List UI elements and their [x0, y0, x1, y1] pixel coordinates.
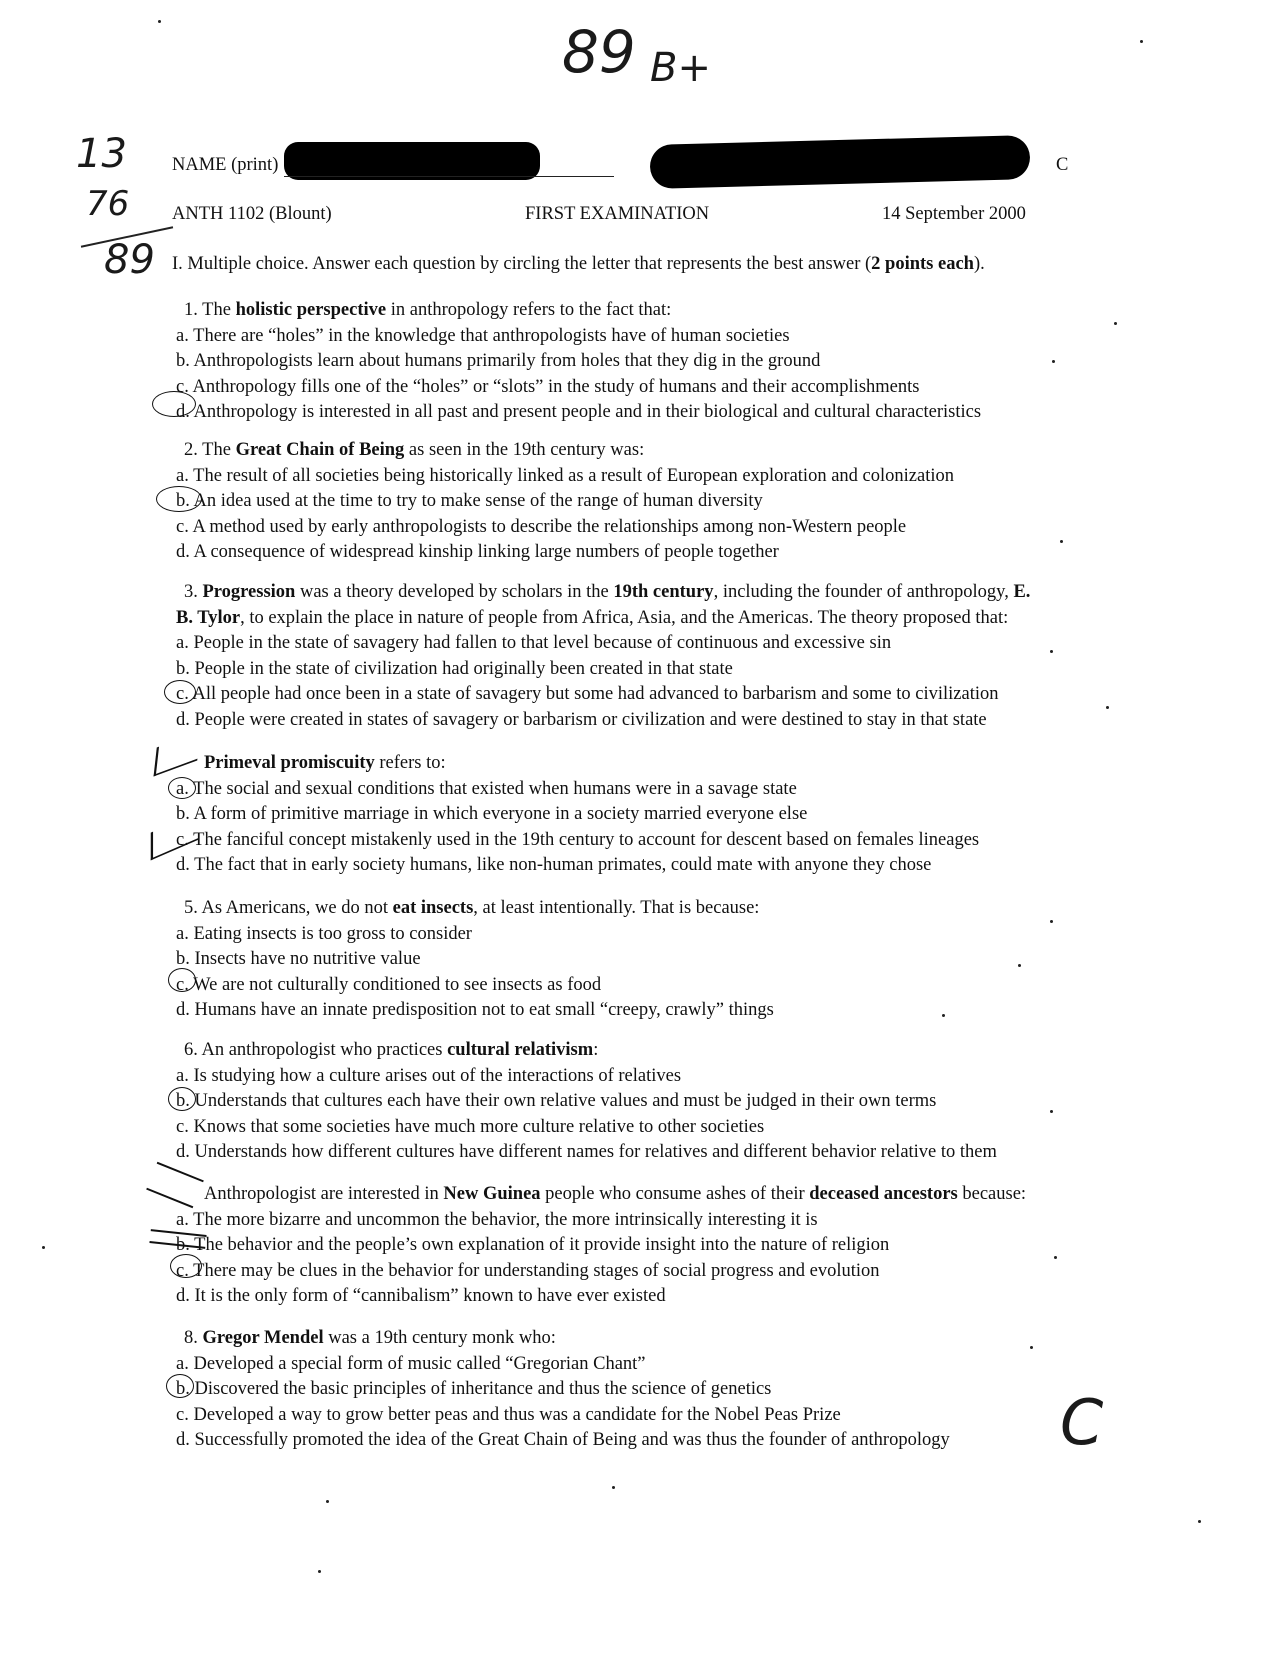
option-a[interactable]: a. The more bizarre and uncommon the behavior, the more intrinsically interesting it is	[176, 1209, 818, 1230]
option-b[interactable]: b. An idea used at the time to try to make sense of the range of human diversity	[176, 491, 763, 511]
scan-speck	[1050, 1110, 1053, 1113]
question-stem: 5. As Americans, we do not eat insects, at least intentionally. That is because:	[184, 898, 760, 918]
option-a[interactable]: a. Developed a special form of music called “Gregorian Chant”	[176, 1353, 646, 1374]
option-c[interactable]: c. We are not culturally conditioned to see insects as food	[176, 974, 602, 995]
exam-date: 14 September 2000	[882, 204, 1026, 224]
answer-circle-q4	[168, 777, 196, 799]
scan-speck	[1018, 964, 1021, 967]
option-b[interactable]: b. People in the state of civilization had originally been created in that state	[176, 658, 733, 679]
scan-speck	[42, 1246, 45, 1249]
option-d[interactable]: d. Successfully promoted the idea of the Great Chain of Being and was thus the founder of anthropology	[176, 1430, 950, 1450]
scan-speck	[326, 1500, 329, 1503]
course-label: ANTH 1102 (Blount)	[172, 204, 332, 224]
option-d[interactable]: d. A consequence of widespread kinship linking large numbers of people together	[176, 542, 779, 562]
scan-speck	[1198, 1520, 1201, 1523]
scan-speck	[1050, 650, 1053, 653]
answer-circle-q6	[168, 1087, 196, 1111]
question-stem-cont: B. Tylor, to explain the place in nature of people from Africa, Asia, and the Americas. The theory proposed that:	[176, 607, 1009, 628]
handwritten-margin-b: 76	[86, 184, 130, 224]
question-stem: 1. The holistic perspective in anthropology refers to the fact that:	[184, 300, 672, 320]
instructions: I. Multiple choice. Answer each question by circling the letter that represents the best answer (2 points each).	[172, 254, 985, 274]
option-a[interactable]: a. Is studying how a culture arises out of the interactions of relatives	[176, 1065, 682, 1086]
answer-circle-q5	[168, 968, 196, 992]
cross-out-q7-number	[146, 1162, 204, 1209]
scan-speck	[1060, 540, 1063, 543]
option-d[interactable]: d. The fact that in early society humans, like non-human primates, could mate with anyone they chose	[176, 855, 932, 875]
question-stem: 8. Gregor Mendel was a 19th century monk who:	[184, 1328, 556, 1348]
handwritten-margin-a: 13	[76, 131, 127, 177]
name-label: NAME (print)	[172, 155, 279, 175]
option-b[interactable]: b. Discovered the basic principles of inheritance and thus the science of genetics	[176, 1379, 772, 1399]
question-stem: Anthropologist are interested in New Guinea people who consume ashes of their deceased ancestors because:	[204, 1184, 1027, 1204]
option-d[interactable]: d. It is the only form of “cannibalism” known to have ever existed	[176, 1286, 666, 1306]
option-a[interactable]: a. There are “holes” in the knowledge that anthropologists have of human societies	[176, 325, 790, 346]
scan-speck	[1054, 1256, 1057, 1259]
scan-speck	[612, 1486, 615, 1489]
option-c[interactable]: c. The fanciful concept mistakenly used in the 19th century to account for descent based on females lineages	[176, 829, 980, 850]
redaction-bar-left	[284, 142, 540, 180]
option-a[interactable]: a. Eating insects is too gross to consider	[176, 923, 472, 944]
option-c[interactable]: c. Anthropology fills one of the “holes” or “slots” in the study of humans and their accomplishments	[176, 376, 920, 397]
question-5	[176, 896, 1266, 1024]
option-c[interactable]: c. Knows that some societies have much more culture relative to other societies	[176, 1116, 765, 1137]
question-3	[176, 580, 1266, 733]
question-stem: 3. Progression was a theory developed by scholars in the 19th century, including the founder of anthropology, E.	[184, 582, 1031, 602]
option-d[interactable]: d. Anthropology is interested in all past and present people and in their biological and cultural characteristics	[176, 402, 982, 422]
option-a[interactable]: a. The social and sexual conditions that existed when humans were in a savage state	[176, 778, 797, 799]
question-6	[176, 1038, 1266, 1166]
name-underline	[284, 176, 614, 177]
option-d[interactable]: d. People were created in states of savagery or barbarism or civilization and were destined to stay in that state	[176, 709, 987, 730]
scan-speck	[1106, 706, 1109, 709]
question-stem: 6. An anthropologist who practices cultural relativism:	[184, 1040, 599, 1060]
question-1	[176, 298, 1266, 426]
option-c[interactable]: c. All people had once been in a state of savagery but some had advanced to barbarism and some to civilization	[176, 684, 999, 704]
scan-speck	[318, 1570, 321, 1573]
handwritten-margin-c: 89	[104, 237, 155, 283]
scan-speck	[942, 1014, 945, 1017]
handwritten-score: 89	[562, 18, 636, 86]
handwritten-bottom-mark: C	[1060, 1386, 1104, 1459]
handwritten-grade: B+	[650, 45, 711, 91]
scan-speck	[1052, 360, 1055, 363]
question-7	[176, 1182, 1266, 1310]
answer-circle-q8	[166, 1374, 194, 1398]
question-8	[176, 1326, 1266, 1459]
exam-title: FIRST EXAMINATION	[525, 204, 710, 224]
scan-speck	[1050, 920, 1053, 923]
question-4	[176, 751, 1266, 879]
scan-speck	[1114, 322, 1117, 325]
option-a[interactable]: a. The result of all societies being historically linked as a result of European exploration and colonization	[176, 465, 954, 486]
question-stem: 2. The Great Chain of Being as seen in the 19th century was:	[184, 440, 645, 460]
option-b[interactable]: b. The behavior and the people’s own explanation of it provide insight into the nature of religion	[176, 1235, 890, 1255]
option-b[interactable]: b. Anthropologists learn about humans primarily from holes that they dig in the ground	[176, 351, 821, 371]
side-letter: C	[1056, 155, 1069, 175]
answer-circle-q7	[170, 1254, 202, 1278]
option-b[interactable]: b. Understands that cultures each have their own relative values and must be judged in their own terms	[176, 1091, 937, 1111]
question-stem: Primeval promiscuity refers to:	[204, 753, 446, 773]
option-d[interactable]: d. Humans have an innate predisposition not to eat small “creepy, crawly” things	[176, 1000, 774, 1020]
scan-speck	[1030, 1346, 1033, 1349]
option-d[interactable]: d. Understands how different cultures have different names for relatives and different behavior relative to them	[176, 1142, 997, 1162]
answer-circle-q3	[164, 680, 196, 704]
option-b[interactable]: b. A form of primitive marriage in which everyone in a society married everyone else	[176, 804, 808, 824]
scan-speck	[158, 20, 161, 23]
option-a[interactable]: a. People in the state of savagery had fallen to that level because of continuous and excessive sin	[176, 633, 892, 653]
option-c[interactable]: c. A method used by early anthropologists to describe the relationships among non-Western people	[176, 516, 907, 537]
option-c[interactable]: c. There may be clues in the behavior for understanding stages of social progress and evolution	[176, 1260, 880, 1281]
option-b[interactable]: b. Insects have no nutritive value	[176, 949, 421, 969]
question-2	[176, 438, 1266, 566]
redaction-bar-right	[649, 135, 1030, 189]
answer-circle-q1	[152, 391, 196, 417]
answer-circle-q2	[156, 486, 202, 512]
scan-speck	[1140, 40, 1143, 43]
option-c[interactable]: c. Developed a way to grow better peas and thus was a candidate for the Nobel Peas Prize	[176, 1404, 841, 1425]
